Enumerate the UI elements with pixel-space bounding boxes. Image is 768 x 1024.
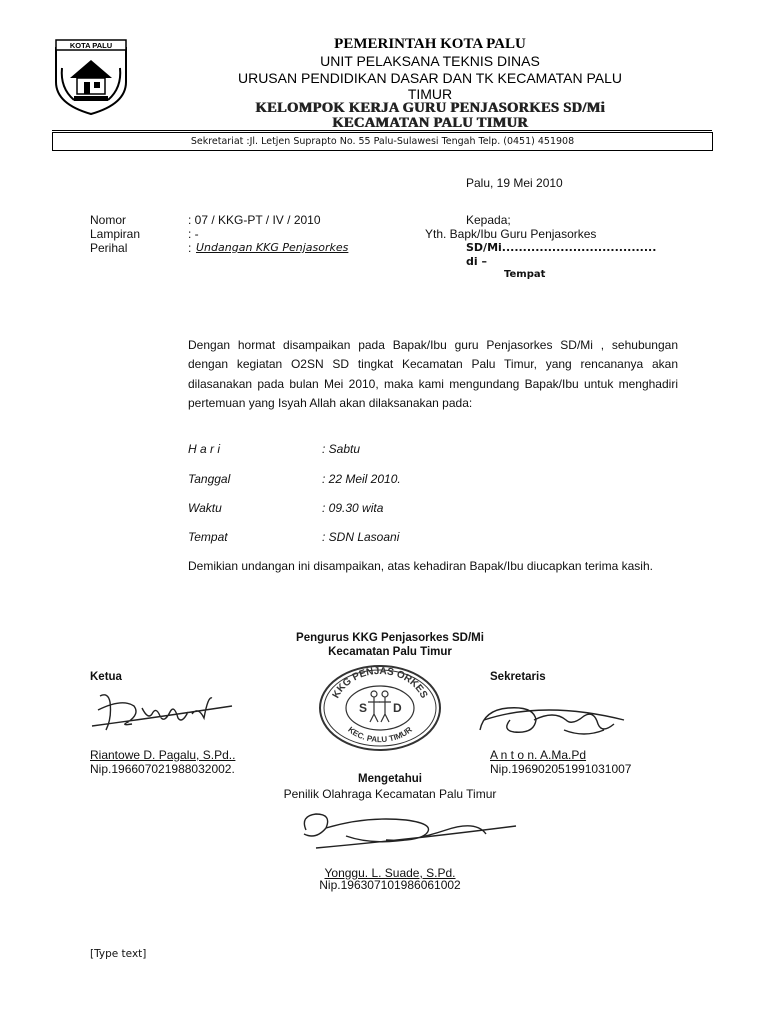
detail-value-waktu: : 09.30 wita	[322, 501, 384, 515]
org-line2: Kecamatan Palu Timur	[328, 646, 452, 658]
stamp-s: S	[359, 701, 368, 715]
org-line1: Pengurus KKG Penjasorkes SD/Mi	[296, 632, 484, 644]
mengetahui-label: Mengetahui	[358, 773, 422, 785]
ketua-title: Ketua	[90, 671, 122, 683]
svg-text:KEC. PALU TIMUR	[346, 725, 414, 744]
recipient-sdmi: SD/Mi.....................................	[466, 241, 657, 254]
penilik-title: Penilik Olahraga Kecamatan Palu Timur	[283, 787, 497, 801]
detail-label-tanggal: Tanggal	[188, 472, 231, 486]
ketua-name: Riantowe D. Pagalu, S.Pd..	[90, 748, 236, 762]
nomor-value: : 07 / KKG-PT / IV / 2010	[188, 213, 321, 227]
header-district: TIMUR	[407, 86, 453, 102]
lampiran-label: Lampiran	[90, 227, 141, 241]
svg-text:KKG PENJAS ORKES	[331, 666, 430, 701]
detail-label-tempat: Tempat	[188, 530, 228, 544]
detail-value-tempat: : SDN Lasoani	[322, 530, 400, 544]
header-unit: UNIT PELAKSANA TEKNIS DINAS	[320, 53, 540, 69]
perihal-label: Perihal	[90, 241, 128, 255]
stamp-bottom-text: KEC. PALU TIMUR	[346, 725, 414, 745]
recipient-tempat: Tempat	[504, 269, 546, 280]
sekretaris-name: A n t o n. A.Ma.Pd	[490, 748, 587, 762]
sekretaris-signature	[474, 690, 634, 754]
recipient-yth: Yth. Bapk/Ibu Guru Penjasorkes	[425, 227, 597, 241]
recipient-kepada: Kepada;	[466, 213, 511, 227]
logo-text: KOTA PALU	[69, 41, 113, 50]
sekretaris-title: Sekretaris	[490, 671, 546, 683]
perihal-value: Undangan KKG Penjasorkes	[196, 241, 349, 254]
header-department: URUSAN PENDIDIKAN DASAR DAN TK KECAMATAN PALU	[237, 70, 623, 86]
footer-placeholder: [Type text]	[90, 948, 147, 960]
stamp-d: D	[393, 701, 402, 715]
header-rule	[52, 130, 712, 131]
ketua-signature	[82, 684, 262, 744]
ketua-nip: Nip.196607021988032002.	[90, 762, 235, 776]
recipient-di: di –	[466, 255, 487, 268]
penilik-name: Yonggu. L. Suade, S.Pd.	[324, 866, 456, 880]
secretariat-address: Sekretariat :Jl. Letjen Suprapto No. 55 Palu-Sulawesi Tengah Telp. (0451) 451908	[52, 132, 713, 151]
header-kecamatan: KECAMATAN PALU TIMUR	[332, 115, 528, 131]
header-government: PEMERINTAH KOTA PALU	[334, 36, 526, 52]
detail-value-hari: : Sabtu	[322, 442, 361, 456]
kota-palu-logo	[50, 38, 132, 116]
kkg-stamp	[315, 662, 445, 754]
body-paragraph: Dengan hormat disampaikan pada Bapak/Ibu guru Penjasorkes SD/Mi , sehubungan dengan kegiatan O2SN SD tingkat Kecamatan Palu Timur, yang rencananya akan dilasanakan pada bulan Mei 2010, maka kami mengundang Bapak/Ibu untuk menghadiri pertemuan yang Isyah Allah akan dilaksanakan pada:	[188, 338, 678, 410]
stamp-top-text: KKG PENJAS ORKES	[330, 665, 430, 701]
closing-paragraph: Demikian undangan ini disampaikan, atas kehadiran Bapak/Ibu diucapkan terima kasih.	[188, 559, 653, 573]
nomor-label: Nomor	[90, 213, 127, 227]
letter-date: Palu, 19 Mei 2010	[466, 176, 563, 190]
header-kkg: KELOMPOK KERJA GURU PENJASORKES SD/Mi	[255, 100, 605, 116]
perihal-colon: :	[188, 241, 192, 255]
detail-label-waktu: Waktu	[188, 501, 222, 515]
penilik-signature	[286, 800, 526, 870]
detail-label-hari: H a r i	[188, 442, 221, 456]
lampiran-value: : -	[188, 227, 199, 241]
sekretaris-nip: Nip.196902051991031007	[490, 762, 632, 776]
detail-value-tanggal: : 22 Meil 2010.	[322, 472, 401, 486]
penilik-nip: Nip.196307101986061002	[319, 878, 461, 892]
